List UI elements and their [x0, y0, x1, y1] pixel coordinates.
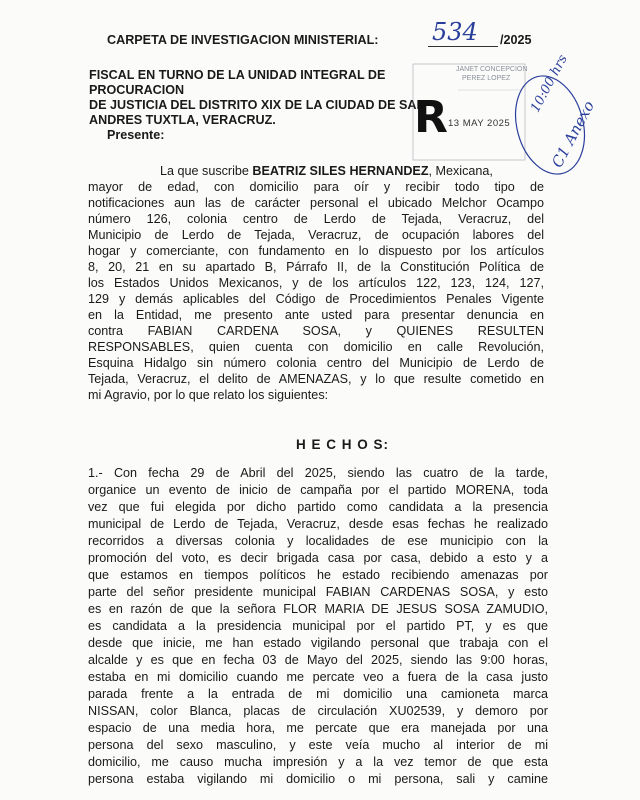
case-label: CARPETA DE INVESTIGACION MINISTERIAL: — [107, 33, 379, 47]
facts-line-16: espacio de una media hora, me percate que era manejada por una — [88, 721, 548, 735]
facts-line-13: estaba en mi domicilio cuando me percate veo a fuera de la casa justo — [88, 670, 548, 684]
facts-line-2: organice un evento de inicio de campaña por el partido MORENA, toda — [88, 483, 548, 497]
addressee-line-2: PROCURACION — [89, 83, 185, 97]
intro-line-13: Esquina Hidalgo sin número colonia centro del Municipio de Lerdo de — [88, 356, 544, 370]
intro-line-15: mi Agravio, por lo que relato los siguientes: — [88, 388, 329, 402]
facts-line-7: que estamos en tiempos políticos he estado recibiendo amenazas por — [88, 568, 548, 582]
stamp-name-2: PEREZ LOPEZ — [462, 75, 511, 82]
facts-line-17: persona del sexo masculino, y este veía mucho al interior de mi — [88, 738, 548, 752]
intro-line-1 — [160, 164, 493, 179]
stamp-date: 13 MAY 2025 — [448, 118, 511, 129]
intro-line-9: 129 y demás aplicables del Código de Procedimientos Penales Vigente — [88, 292, 544, 306]
intro-line-14: Tejada, Veracruz, el delito de AMENAZAS, y lo que resulte cometido en — [88, 372, 544, 386]
signer-name: BEATRIZ SILES HERNANDEZ — [252, 164, 429, 178]
intro-line-10: en la Entidad, me presento ante usted para presentar denuncia en — [88, 308, 544, 322]
facts-line-14: parada frente a la entrada de mi domicilio una camioneta marca — [88, 687, 548, 701]
handwritten-time: 10:00 hrs — [528, 52, 571, 116]
addressee-line-1: FISCAL EN TURNO DE LA UNIDAD INTEGRAL DE — [89, 68, 386, 82]
case-year: /2025 — [500, 33, 532, 47]
intro-line-11: contra FABIAN CARDENA SOSA, y QUIENES RESULTEN — [88, 324, 544, 338]
intro-line-12: RESPONSABLES, quien cuenta con domicilio en calle Revolución, — [88, 340, 544, 354]
facts-line-1: 1.- Con fecha 29 de Abril del 2025, siendo las cuatro de la tarde, — [88, 466, 548, 480]
intro-line-6: hogar y comerciante, con fundamento en lo dispuesto por los artículos — [88, 244, 544, 258]
stamp-name-1: JANET CONCEPCION — [456, 66, 528, 73]
addressee-line-3: DE JUSTICIA DEL DISTRITO XIX DE LA CIUDAD DE SAN — [89, 98, 426, 112]
intro-line-1-pre: La que suscribe — [160, 164, 253, 178]
section-title-hechos: H E C H O S: — [296, 437, 390, 452]
case-number-handwritten: 534 — [432, 18, 478, 46]
facts-line-5: recorridos a diversas colonia y localidades de ese municipio con la — [88, 534, 548, 548]
facts-line-10: es candidata a la presidencia municipal por el partido PT, y es que — [88, 619, 548, 633]
facts-line-11: desde que inicie, me han estado vigilando personal que trabaja con el — [88, 636, 548, 650]
addressee-line-4: ANDRES TUXTLA, VERACRUZ. — [89, 113, 276, 127]
facts-line-15: NISSAN, color Blanca, placas de circulación XU02539, y demoro por — [88, 704, 548, 718]
intro-line-7: 8, 20, 21 en su apartado B, Párrafo II, de la Constitución Política de — [88, 260, 544, 274]
handwritten-annex: C1 Anexo — [548, 97, 599, 171]
case-number-underline — [428, 46, 498, 47]
facts-line-12: alcalde y es que en fecha 03 de Mayo del 2025, siendo las 9:00 horas, — [88, 653, 548, 667]
facts-line-19: persona estaba vigilando mi domicilio o mi persona, sali y camine — [88, 772, 548, 786]
facts-line-9: es en razón de que la señora FLOR MARIA DE JESUS SOSA ZAMUDIO, — [88, 602, 548, 616]
facts-line-3: vez que fui elegida por dicho partido como candidata a la presencia — [88, 500, 548, 514]
facts-line-18: domicilio, me causo mucha impresión y a la vez temor de que esta — [88, 755, 548, 769]
intro-line-5: Municipio de Lerdo de Tejada, Veracruz, de ocupación labores del — [88, 228, 544, 242]
stamp-letter: R — [414, 92, 448, 143]
intro-line-8: los Estados Unidos Mexicanos, y de los artículos 122, 123, 124, 127, — [88, 276, 544, 290]
addressee-presente: Presente: — [107, 128, 165, 142]
intro-line-2: mayor de edad, con domicilio para oír y recibir todo tipo de — [88, 180, 544, 194]
intro-line-1-post: , Mexicana, — [428, 164, 493, 178]
facts-line-8: parte del señor presidente municipal FABIAN CARDENAS SOSA, y esto — [88, 585, 548, 599]
intro-line-4: número 126, colonia centro de Lerdo de Tejada, Veracruz, del — [88, 212, 544, 226]
facts-line-6: promoción del voto, es decir brigada casa por casa, debido a esto y a — [88, 551, 548, 565]
intro-line-3: notificaciones aun las de carácter personal el ubicado Melchor Ocampo — [88, 196, 544, 210]
facts-line-4: municipal de Lerdo de Tejada, Veracruz, desde esas fechas he realizado — [88, 517, 548, 531]
